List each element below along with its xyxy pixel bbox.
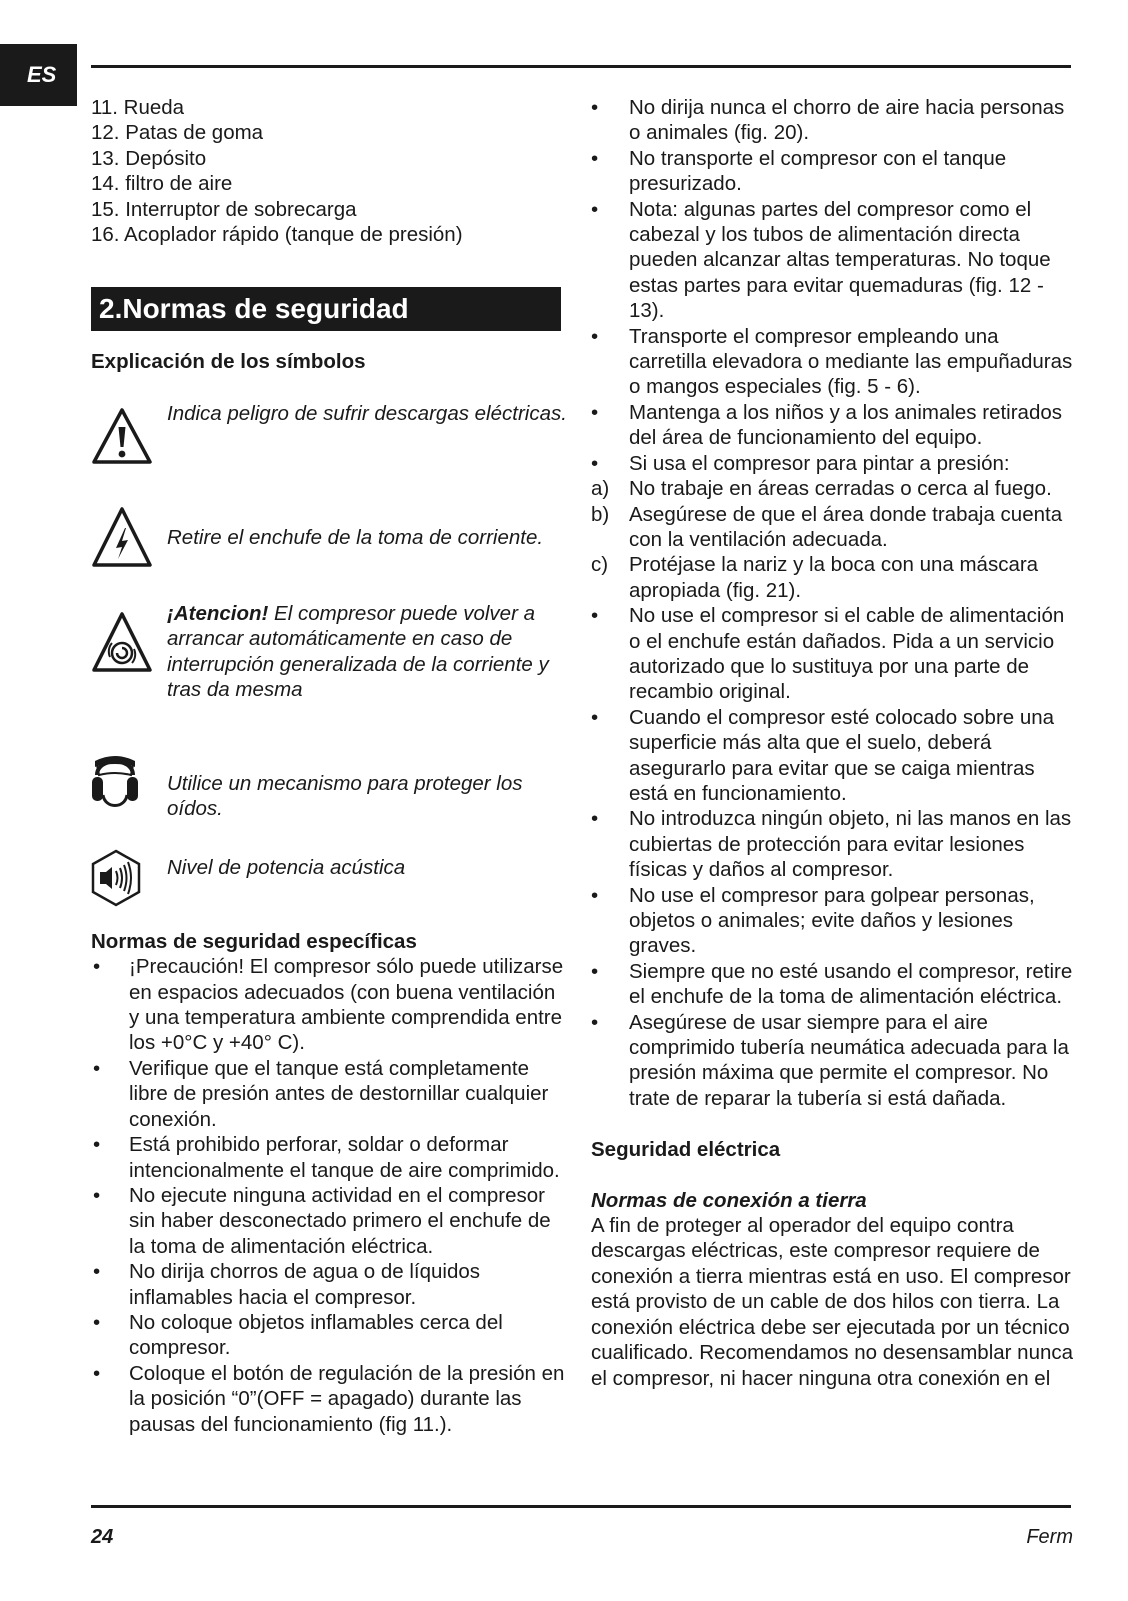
left-bullet-list: [91, 954, 571, 1437]
electrical-heading: Seguridad eléctrica: [591, 1138, 781, 1162]
list-item: b) Asegúrese de que el área donde trabaja cuenta con la ventilación adecuada.: [591, 502, 1063, 551]
right-column: [591, 95, 1076, 1391]
symbol-ears-text: Utilice un mecanismo para proteger los oídos.: [167, 771, 523, 821]
list-item: • No coloque objetos inflamables cerca del compresor.: [93, 1310, 503, 1360]
right-bullet-list: [591, 95, 1076, 1111]
list-item: • Siempre que no esté usando el compresor, retire el enchufe de la toma de alimentación eléctrica.: [591, 959, 1073, 1009]
brand-name: Ferm: [1026, 1526, 1073, 1548]
list-item: • Si usa el compresor para pintar a presión:: [591, 451, 1010, 475]
list-item: • Coloque el botón de regulación de la presión en la posición “0”(OFF = apagado) durante las pausas del funcionamiento (fig 11.).: [93, 1361, 565, 1436]
attention-text: El compresor puede volver a arrancar automáticamente en caso de interrupción generalizada de la corriente y tras da mesma: [167, 601, 549, 702]
list-item: 12. Patas de goma: [91, 121, 264, 145]
grounding-heading: Normas de conexión a tierra: [591, 1188, 867, 1212]
list-item: • Mantenga a los niños y a los animales retirados del área de funcionamiento del equipo.: [591, 400, 1063, 450]
language-tab: ES: [0, 44, 77, 106]
page-number: 24: [91, 1526, 114, 1548]
list-item: • Está prohibido perforar, soldar o deformar intencionalmente el tanque de aire comprimido.: [93, 1133, 560, 1182]
list-item: • No dirija chorros de agua o de líquidos inflamables hacia el compresor.: [93, 1260, 480, 1309]
symbol-restart-text: [167, 601, 571, 703]
electric-hazard-icon: [91, 506, 153, 568]
list-item: • No introduzca ningún objeto, ni las manos en las cubiertas de protección para evitar lesiones físicas y daños al compresor.: [591, 807, 1072, 882]
symbol-sound-text: Nivel de potencia acústica: [167, 855, 406, 879]
list-item: c) Protéjase la nariz y la boca con una máscara apropiada (fig. 21).: [591, 553, 1039, 602]
list-item: • Asegúrese de usar siempre para el aire comprimido tubería neumática adecuada para la presión máxima que permite el compresor. No trate de reparar la tubería si está dañada.: [591, 1010, 1069, 1110]
symbol-shock-row: [91, 401, 571, 477]
list-item: • ¡Precaución! El compresor sólo puede utilizarse en espacios adecuados (con buena ventilación y una temperatura ambiente comprendida entre los +0°C y +40° C).: [93, 955, 564, 1055]
grounding-text: A fin de proteger al operador del equipo contra descargas eléctricas, este compresor requiere de conexión a tierra mientras está en uso. El compresor está provisto de un cable de dos hilos con tierra. La conexión eléctrica debe ser ejecutada por un técnico cualificado. Recomendamos no desensamblar nunca el compresor, ni hacer ninguna otra conexión en el: [591, 1214, 1074, 1390]
list-item: 13. Depósito: [91, 146, 207, 170]
symbol-sound-row: [91, 855, 571, 915]
auto-restart-icon: [91, 611, 153, 673]
list-item: 11. Rueda: [91, 96, 185, 119]
list-item: • Transporte el compresor empleando una carretilla elevadora o mediante las empuñaduras o mangos especiales (fig. 5 - 6).: [591, 324, 1073, 399]
list-item: • No ejecute ninguna actividad en el compresor sin haber desconectado primero el enchufe de la toma de alimentación eléctrica.: [93, 1183, 551, 1258]
symbol-plug-text: Retire el enchufe de la toma de corriente.: [167, 525, 544, 549]
list-item: 15. Interruptor de sobrecarga: [91, 197, 357, 221]
list-item: • Verifique que el tanque está completamente libre de presión antes de destornillar cualquier conexión.: [93, 1056, 549, 1131]
list-item: • No transporte el compresor con el tanque presurizado.: [591, 146, 1007, 196]
ear-protection-icon: [91, 749, 139, 815]
attention-label: ¡Atencion!: [167, 601, 269, 625]
symbol-plug-row: [91, 501, 571, 577]
specific-heading: Normas de seguridad específicas: [91, 929, 417, 953]
warning-triangle-icon: [91, 407, 153, 465]
symbol-ears-row: [91, 753, 571, 829]
symbol-restart-row: [91, 601, 571, 729]
parts-list: [91, 95, 571, 247]
left-column: [91, 95, 571, 1437]
symbol-shock-text: Indica peligro de sufrir descargas eléctricas.: [167, 401, 567, 425]
list-item: a) No trabaje en áreas cerradas o cerca al fuego.: [591, 477, 1052, 501]
list-item: • Cuando el compresor esté colocado sobre una superficie más alta que el suelo, deberá asegurarlo para evitar que se caiga mientras está en funcionamiento.: [591, 705, 1055, 805]
section-title: 2.Normas de seguridad: [91, 287, 561, 331]
list-item: • Nota: algunas partes del compresor como el cabezal y los tubos de alimentación directa pueden alcanzar altas temperaturas. No toque estas partes para evitar quemaduras (fig. 12 - 13).: [591, 197, 1051, 323]
sound-power-icon: [91, 849, 141, 907]
list-item: 16. Acoplador rápido (tanque de presión): [91, 223, 463, 247]
list-item: • No dirija nunca el chorro de aire hacia personas o animales (fig. 20).: [591, 96, 1065, 145]
list-item: • No use el compresor para golpear personas, objetos o animales; evite daños y lesiones graves.: [591, 883, 1035, 958]
list-item: • No use el compresor si el cable de alimentación o el enchufe están dañados. Pida a un servicio autorizado que lo sustituya por una parte de recambio original.: [591, 604, 1065, 704]
symbols-heading: Explicación de los símbolos: [91, 350, 366, 374]
top-rule: [91, 65, 1071, 68]
bottom-rule: [91, 1505, 1071, 1508]
list-item: 14. filtro de aire: [91, 172, 233, 196]
